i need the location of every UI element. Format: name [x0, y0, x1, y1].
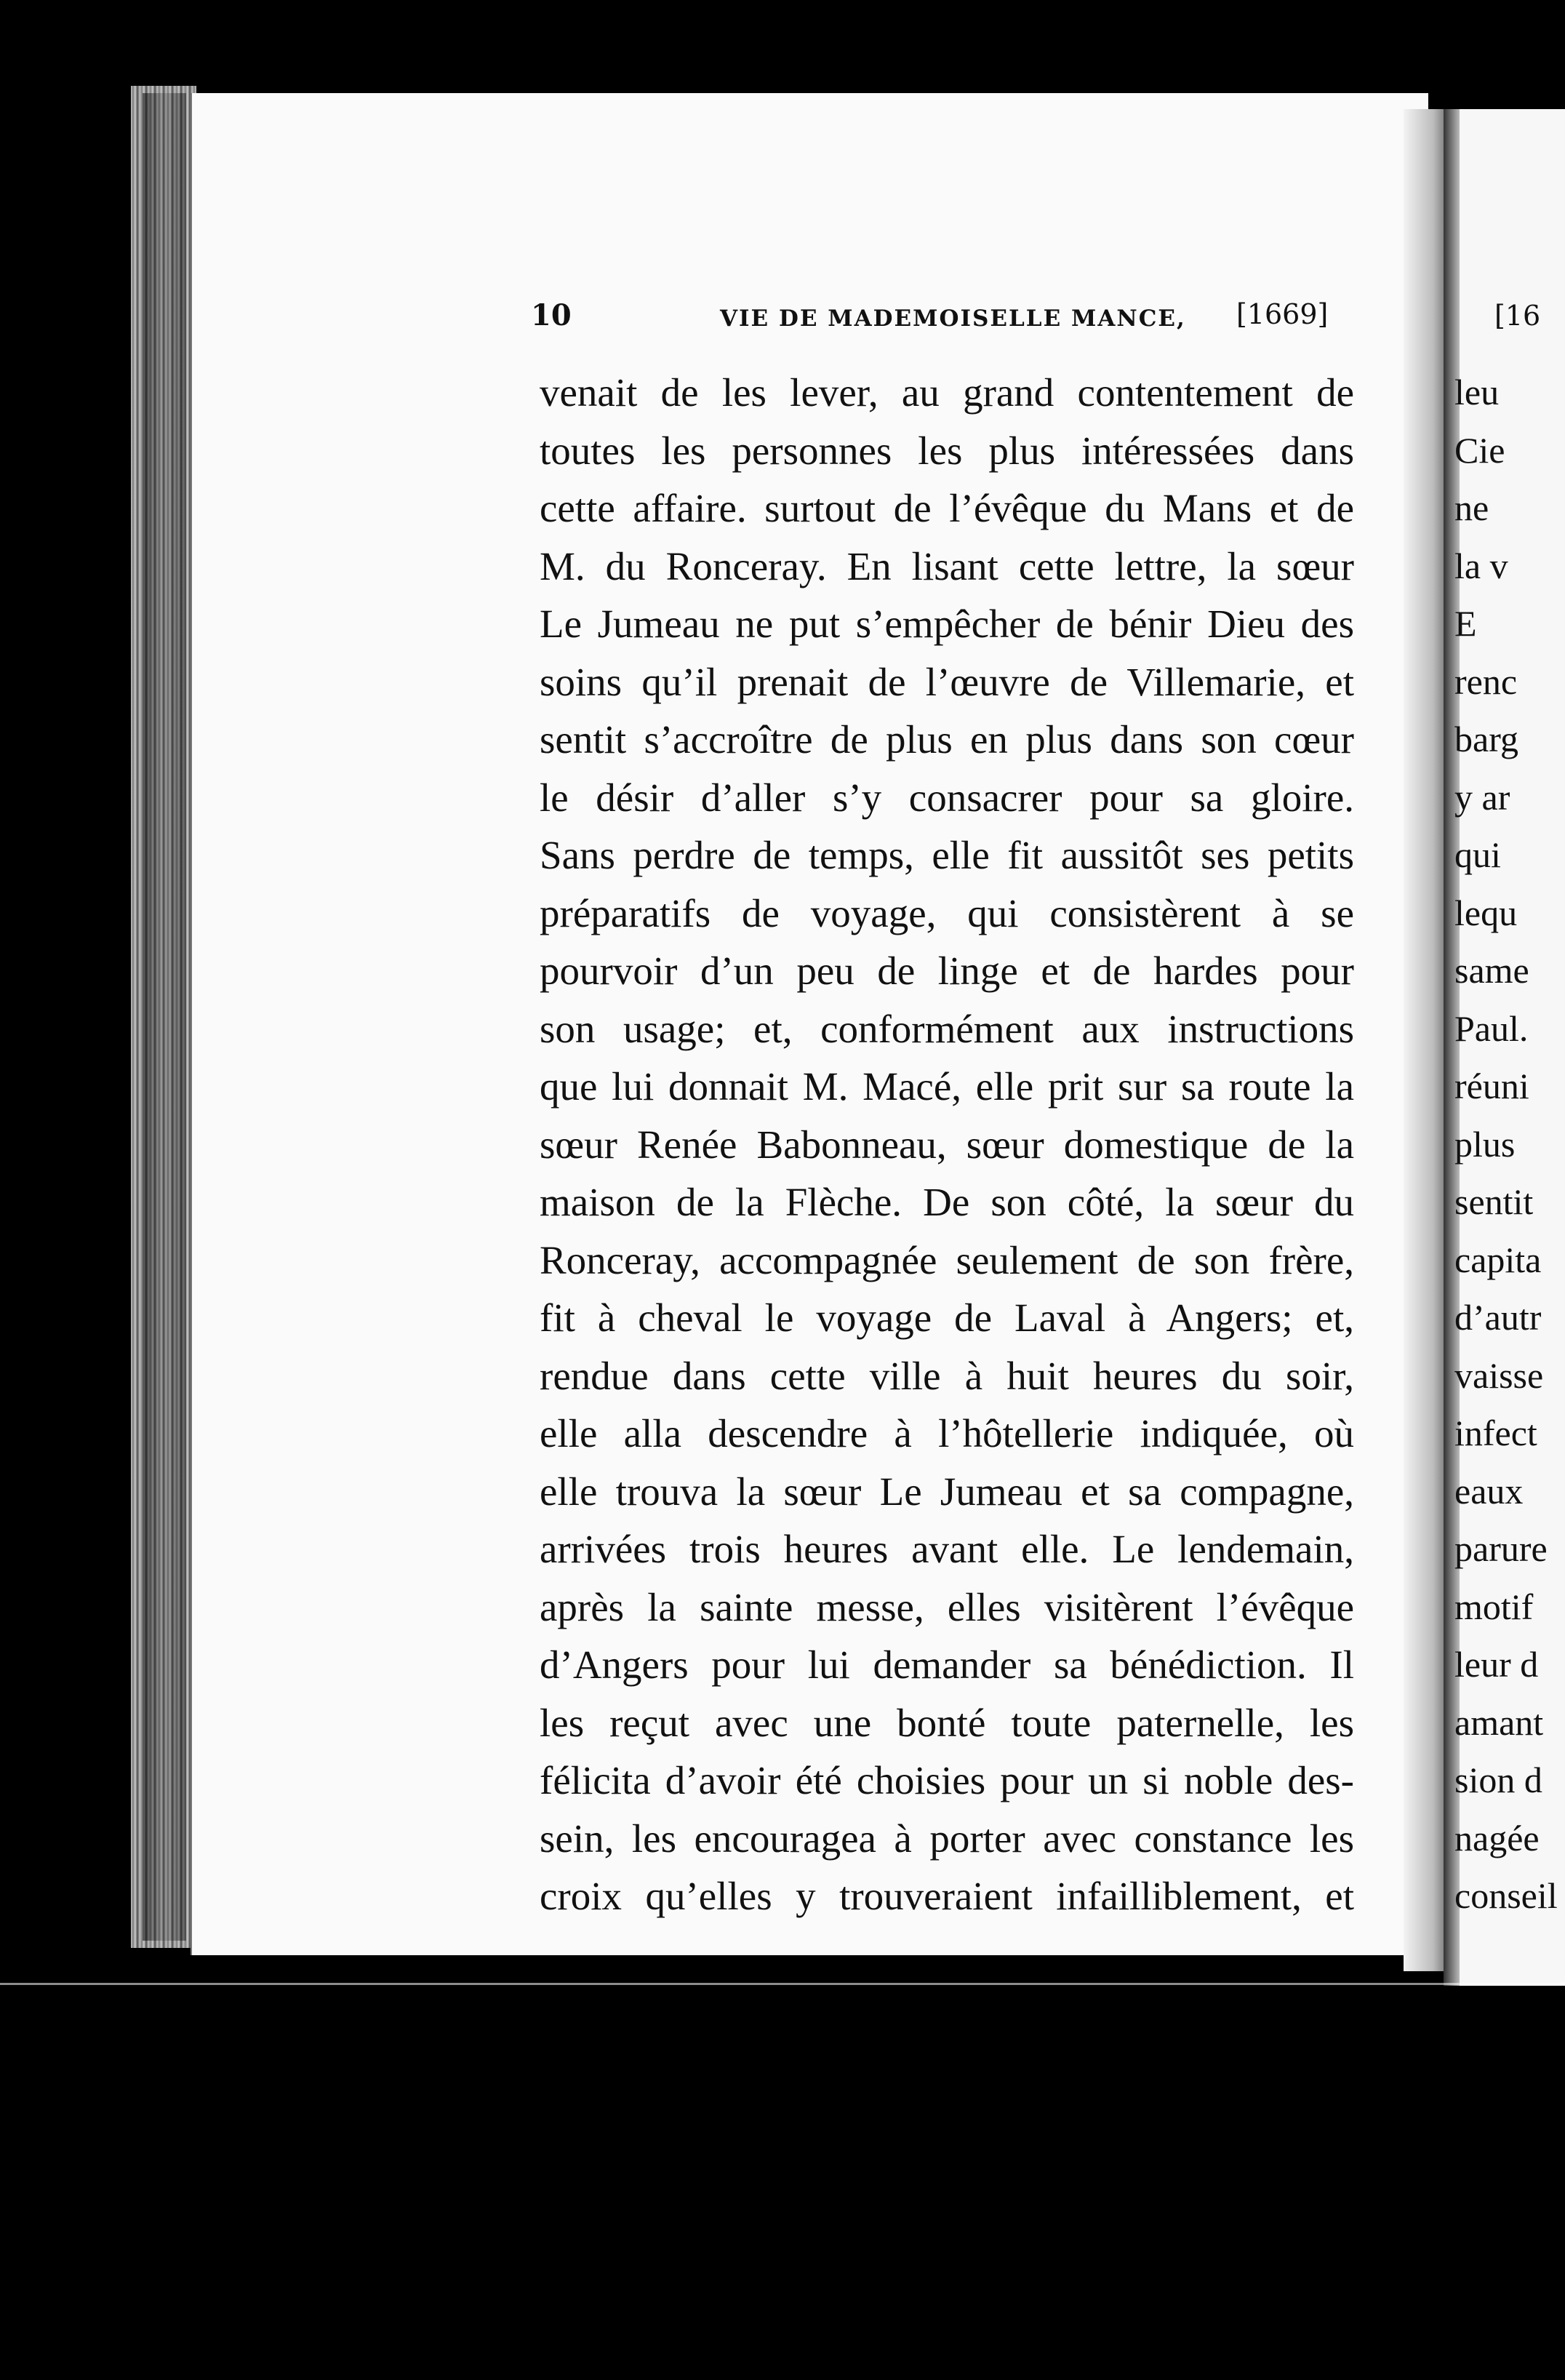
running-head — [531, 298, 1345, 342]
text-line: sentit s’accroître de plus en plus dans son cœur — [540, 717, 1354, 762]
body-text — [540, 364, 1354, 1925]
right-text-line: infect — [1454, 1413, 1537, 1453]
text-line: le désir d’aller s’y consacrer pour sa gloire. — [540, 775, 1354, 820]
right-text-line: sion d — [1454, 1760, 1542, 1800]
text-line: Sans perdre de temps, elle fit aussitôt ses petits — [540, 833, 1354, 877]
text-line: elle trouva la sœur Le Jumeau et sa compagne, — [540, 1469, 1354, 1514]
right-page-header-fragment: [16 — [1494, 300, 1541, 332]
right-text-line: la v — [1454, 545, 1508, 586]
text-line: elle alla descendre à l’hôtellerie indiquée, où — [540, 1411, 1354, 1455]
text-line: croix qu’elles y trouveraient infailliblement, et — [540, 1874, 1354, 1918]
text-line: soins qu’il prenait de l’œuvre de Villemarie, et — [540, 659, 1354, 704]
right-text-line: leur d — [1454, 1644, 1539, 1685]
text-line: arrivées trois heures avant elle. Le lendemain, — [540, 1527, 1354, 1571]
right-text-line: capita — [1454, 1239, 1542, 1280]
binding-shadow — [143, 93, 186, 1941]
scan-line — [0, 1983, 1565, 1985]
right-text-line: barg — [1454, 719, 1518, 759]
right-text-line: motif — [1454, 1586, 1534, 1627]
right-text-line: eaux — [1454, 1470, 1524, 1512]
right-text-line: Cie — [1454, 429, 1505, 471]
text-line: cette affaire. surtout de l’évêque du Mans et de — [540, 486, 1354, 530]
running-title: VIE DE MADEMOISELLE MANCE, — [720, 306, 1186, 332]
text-line: toutes les personnes les plus intéressées dans — [540, 428, 1354, 473]
right-text-line: lequ — [1454, 892, 1518, 933]
text-line: préparatifs de voyage, qui consistèrent à se — [540, 890, 1354, 935]
text-line: rendue dans cette ville à huit heures du soir, — [540, 1353, 1354, 1398]
right-text-line: d’autr — [1454, 1297, 1542, 1338]
text-line: fit à cheval le voyage de Laval à Angers; et, — [540, 1295, 1354, 1340]
text-line: venait de les lever, au grand contentement de — [540, 370, 1354, 415]
right-text-line: sentit — [1454, 1181, 1534, 1222]
text-line: pourvoir d’un peu de linge et de hardes pour — [540, 949, 1354, 993]
right-text-line: nagée — [1454, 1817, 1540, 1858]
right-text-line: qui — [1454, 834, 1501, 875]
right-text-line: parure — [1454, 1528, 1548, 1569]
right-text-line: ne — [1454, 487, 1489, 528]
text-line: que lui donnait M. Macé, elle prit sur sa route la — [540, 1064, 1354, 1109]
right-text-line: plus — [1454, 1123, 1516, 1165]
text-line: félicita d’avoir été choisies pour un si noble des- — [540, 1758, 1354, 1802]
text-line: maison de la Flèche. De son côté, la sœur du — [540, 1180, 1354, 1224]
text-line: sœur Renée Babonneau, sœur domestique de la — [540, 1122, 1354, 1167]
running-year: [1669] — [1236, 298, 1329, 330]
text-line: M. du Ronceray. En lisant cette lettre, la sœur — [540, 543, 1354, 588]
page-number: 10 — [531, 298, 572, 332]
text-line: son usage; et, conformément aux instructions — [540, 1006, 1354, 1051]
right-text-line: réuni — [1454, 1066, 1529, 1106]
text-line: après la sainte messe, elles visitèrent l’évêque — [540, 1584, 1354, 1629]
right-text-line: same — [1454, 950, 1529, 991]
text-line: d’Angers pour lui demander sa bénédiction. Il — [540, 1642, 1354, 1687]
text-line: les reçut avec une bonté toute paternelle, les — [540, 1700, 1354, 1745]
right-text-line: leu — [1454, 372, 1500, 412]
right-text-line: E — [1454, 603, 1477, 644]
text-line: Ronceray, accompagnée seulement de son frère, — [540, 1237, 1354, 1282]
text-line: Le Jumeau ne put s’empêcher de bénir Dieu des — [540, 602, 1354, 646]
right-text-line: vaisse — [1454, 1354, 1544, 1396]
right-text-line: y ar — [1454, 776, 1510, 818]
right-page-text — [1454, 364, 1565, 1925]
right-text-line: conseil — [1454, 1875, 1558, 1916]
right-text-line: amant — [1454, 1701, 1544, 1743]
text-line: sein, les encouragea à porter avec constance les — [540, 1816, 1354, 1861]
right-text-line: renc — [1454, 660, 1518, 702]
right-text-line: Paul. — [1454, 1007, 1529, 1049]
